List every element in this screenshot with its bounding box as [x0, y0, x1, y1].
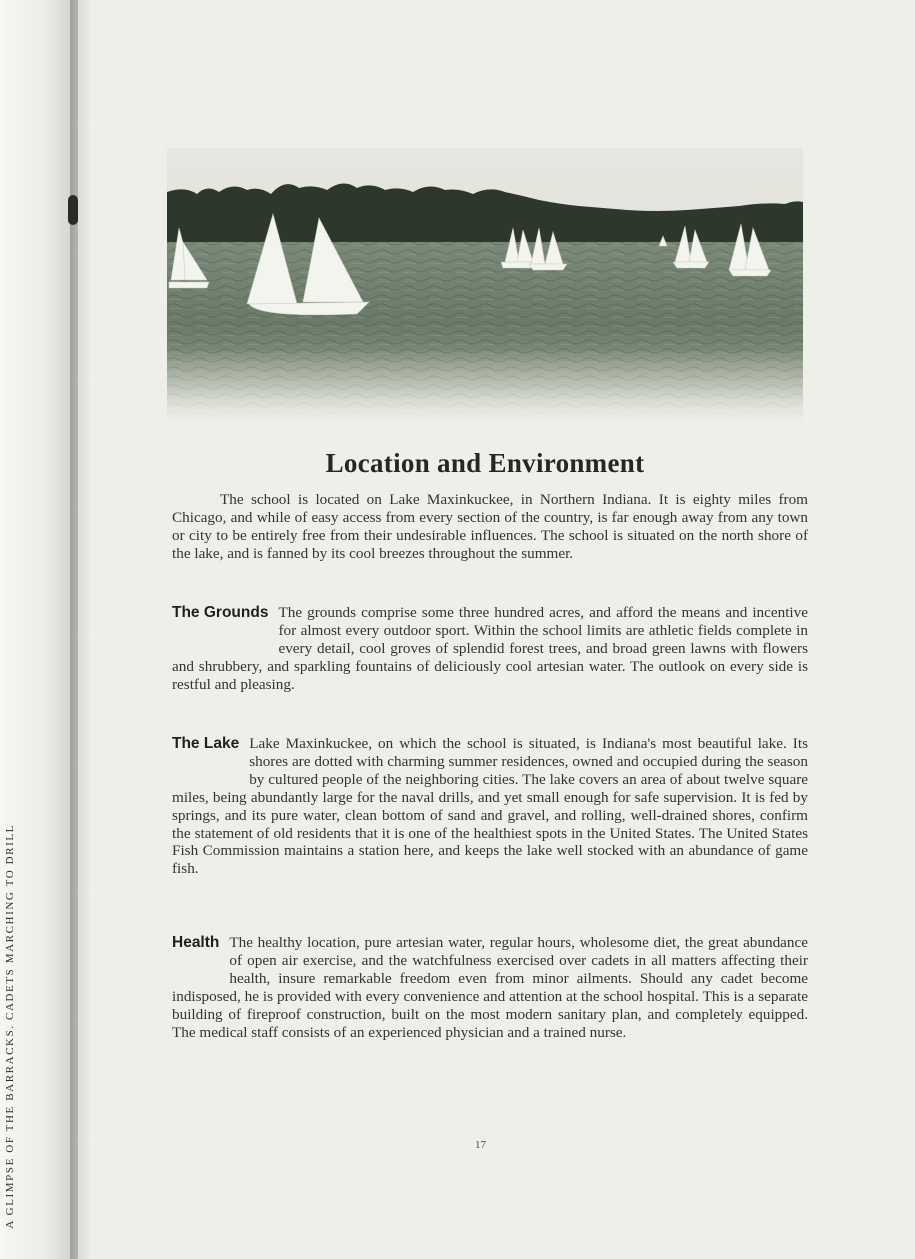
grounds-heading: The Grounds — [172, 604, 269, 621]
book-gutter-shadow — [70, 0, 92, 1259]
sailboats-on-lake-photo — [167, 148, 803, 424]
facing-page-caption: A GLIMPSE OF THE BARRACKS. CADETS MARCHING TO DRILL — [4, 824, 16, 1229]
health-text: The healthy location, pure artesian water, regular hours, wholesome diet, the great abundance of open air exercise, and the watchfulness exercised over cadets in all matters affecting their health, insure remarkable freedom even from minor ailments. Should any cadet become indisposed, he is provided with every convenience and attention at the school hospital. This is a separate building of fireproof construction, built on the most modern sanitary plan, and completely equipped. The medical staff consists of an experienced physician and a trained nurse. — [172, 934, 808, 1041]
lake-section — [172, 735, 808, 878]
grounds-text: The grounds comprise some three hundred acres, and afford the means and incentive for almost every outdoor sport. Within the school limits are athletic fields complete in every detail, cool groves of splendid forest trees, and broad green lawns with flowers and shrubbery, and sparkling fountains of deliciously cool artesian water. The outlook on every side is restful and pleasing. — [172, 604, 808, 693]
lake-heading: The Lake — [172, 735, 240, 752]
page-title: Location and Environment — [325, 448, 645, 478]
intro-paragraph: The school is located on Lake Maxinkuckee, in Northern Indiana. It is eighty miles from Chicago, and while of easy access from every section of the country, is far enough away from any town or city to be entirely free from their undesirable influences. The school is situated on the north shore of the lake, and is fanned by its cool breezes throughout the summer. — [172, 491, 808, 562]
lake-text: Lake Maxinkuckee, on which the school is situated, is Indiana's most beautiful lake. Its shores are dotted with charming summer residences, owned and occupied during the season by cultured people of the neighboring cities. The lake covers an area of about twelve square miles, being abundantly large for the naval drills, and yet small enough for safe supervision. It is fed by springs, and its pure water, clean bottom of sand and gravel, and rolling, well-drained shores, confirm the statement of old residents that it is one of the healthiest spots in the United States. The United States Fish Commission maintains a station here, and keeps the lake well stocked with an abundance of game fish. — [172, 735, 808, 878]
health-section — [172, 934, 808, 1041]
facing-page-edge — [0, 0, 78, 1259]
binding-mark — [68, 195, 78, 225]
page-number: 17 — [475, 1139, 486, 1151]
health-heading: Health — [172, 934, 220, 951]
grounds-section — [172, 604, 808, 694]
